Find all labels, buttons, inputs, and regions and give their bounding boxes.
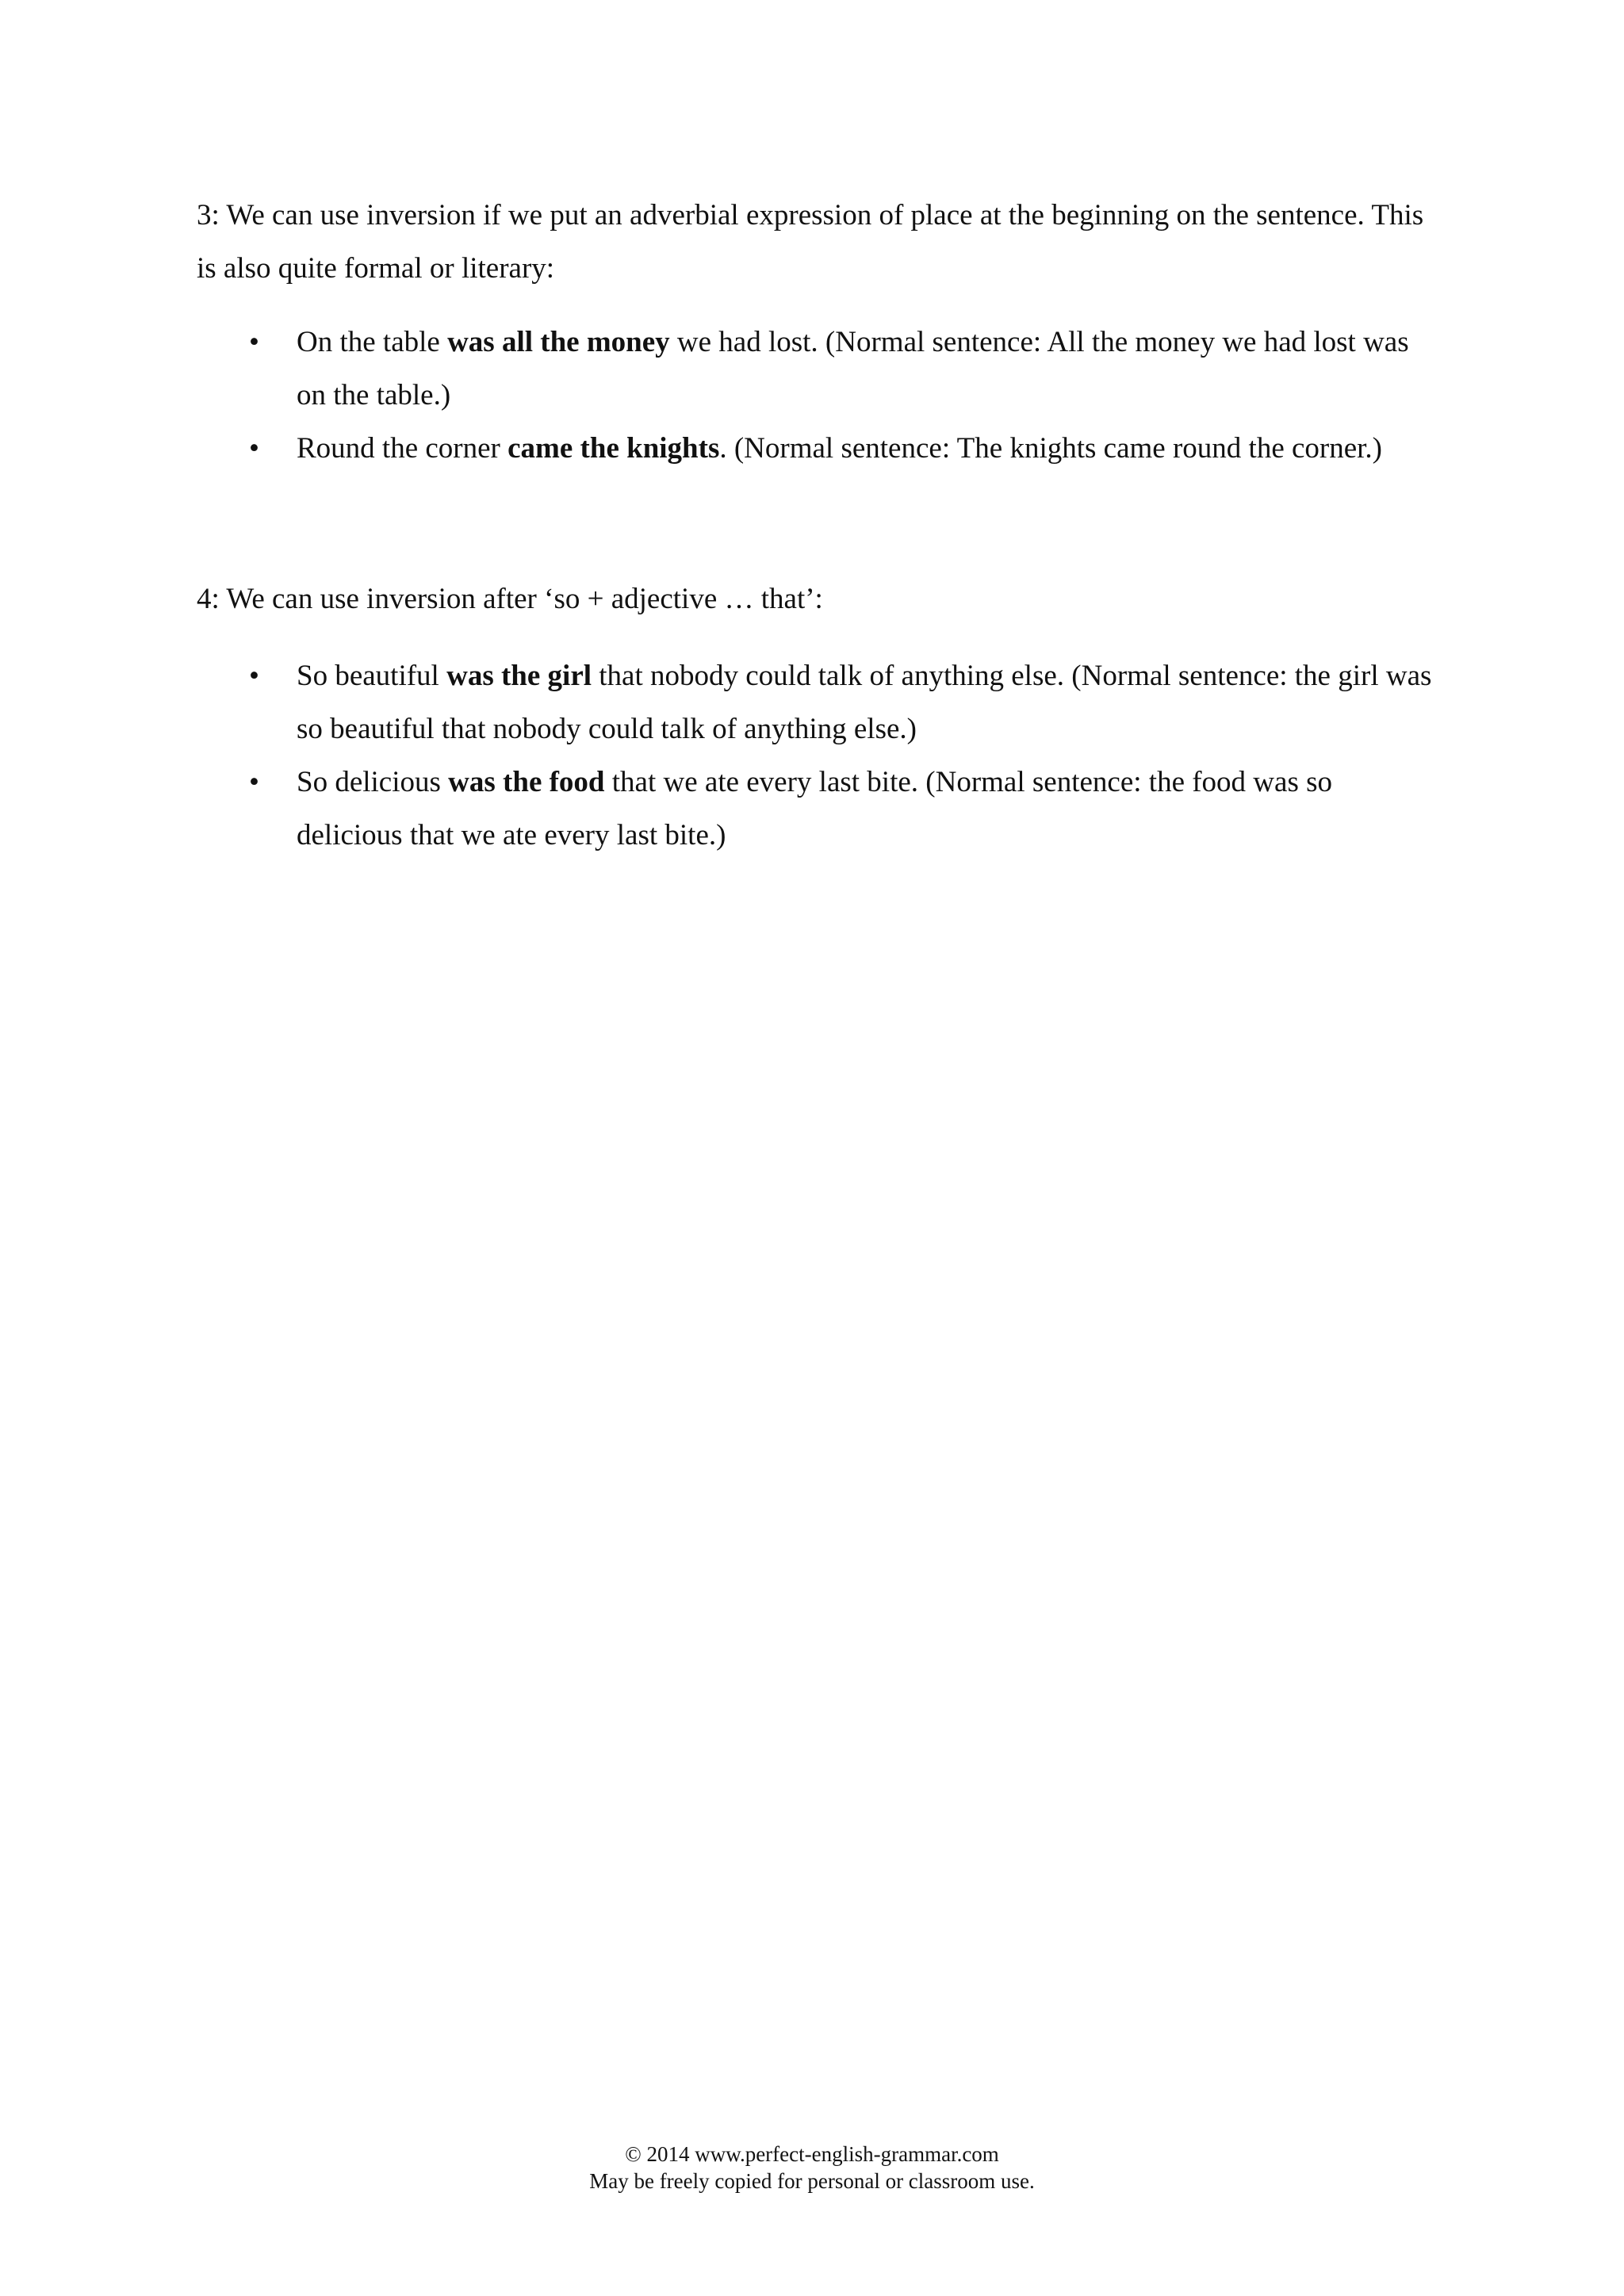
section-3-examples [197, 316, 1434, 475]
section-4-intro: 4: We can use inversion after ‘so + adjective … that’: [197, 583, 823, 615]
usage-note: May be freely copied for personal or classroom use. [589, 2169, 1035, 2193]
example-suffix: that we ate every last bite. (Normal sentence: the food was so delicious that we ate every last bite.) [297, 766, 1332, 851]
example-inverted-phrase: was all the money [447, 326, 670, 358]
copyright-line: © 2014 www.perfect-english-grammar.com [625, 2142, 999, 2166]
example-prefix: Round the corner [297, 432, 508, 465]
example-item [197, 756, 1434, 862]
example-item [197, 316, 1434, 422]
section-3-intro: 3: We can use inversion if we put an adverbial expression of place at the beginning on the sentence. This is also quite formal or literary: [197, 199, 1424, 285]
example-suffix: . (Normal sentence: The knights came round the corner.) [719, 432, 1383, 465]
bullet-icon: • [249, 766, 259, 798]
page-footer [0, 2141, 1624, 2195]
example-prefix: So delicious [297, 766, 449, 798]
section-4 [197, 572, 1434, 862]
section-3 [197, 189, 1434, 475]
example-prefix: On the table [297, 326, 448, 358]
section-4-examples [197, 649, 1434, 862]
example-inverted-phrase: came the knights [508, 432, 720, 465]
bullet-icon: • [249, 432, 259, 465]
example-suffix: that nobody could talk of anything else. (Normal sentence: the girl was so beautiful that nobody could talk of anything else.) [297, 660, 1432, 745]
example-prefix: So beautiful [297, 660, 447, 692]
example-inverted-phrase: was the food [448, 766, 605, 798]
bullet-icon: • [249, 326, 259, 358]
bullet-icon: • [249, 660, 259, 692]
example-inverted-phrase: was the girl [446, 660, 592, 692]
example-item [197, 422, 1434, 475]
example-item [197, 649, 1434, 756]
example-suffix: we had lost. (Normal sentence: All the money we had lost was on the table.) [297, 326, 1409, 411]
